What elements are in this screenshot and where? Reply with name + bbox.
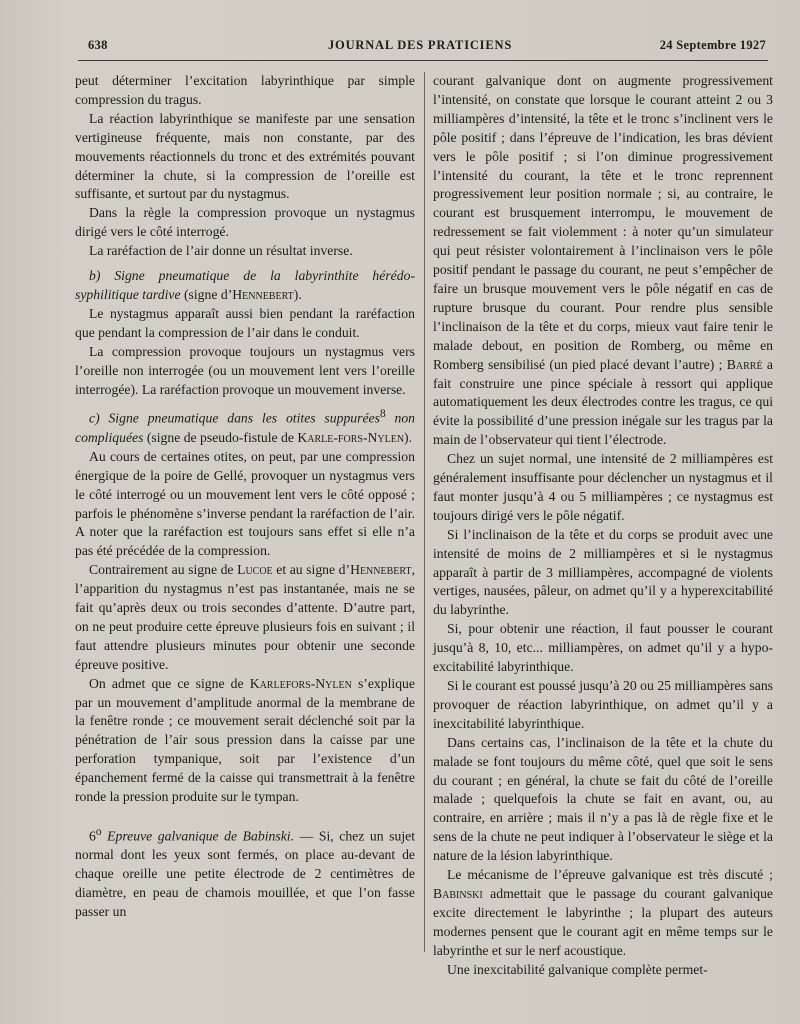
section-heading-c: c) Signe pneumatique dans les otites suppurées$^8$ non compliquées (signe de pseudo-fistule de Karle-fors-Nylen). bbox=[75, 408, 415, 445]
paragraph: On admet que ce signe de Karlefors-Nylen s’explique par un mouvement d’amplitude anormal de la membrane de la fenêtre ronde ; ce mouvement serait déclenché soit par la pénétration de l’air sous pression dans la caisse par une perforation tympanique, soit par l’existence d’un épanchement fermé de la caisse qui transmettrait à la fenêtre ronde la pression produite sur le tympan. bbox=[75, 675, 415, 805]
paragraph: Chez un sujet normal, une intensité de 2 milliampères est généralement insuffisante pour déclencher un nystagmus et il faut monter jusqu’à 4 ou 5 milliampères ; ce nystagmus est toujours dirigé vers le pôle négatif. bbox=[433, 451, 773, 523]
paragraph: Au cours de certaines otites, on peut, par une compression énergique de la poire de Gellé, provoquer un nystagmus vers le côté interrogé ou un mouvement lent vers le côté opposé ; parfois le phénomène s’inverse pendant la raréfaction de l’air. A noter que la raréfaction est toujours sans effet si elle n’a pas été précédée de la compression. bbox=[75, 448, 415, 559]
paragraph: Le nystagmus apparaît aussi bien pendant la raréfaction que pendant la compression de l’air dans le conduit. bbox=[75, 305, 415, 340]
paragraph: La réaction labyrinthique se manifeste par une sensation vertigineuse fréquente, mais non constante, par des mouvements réactionnels du tronc et des extrémités pouvant déterminer la chute, si la compression de l’oreille est suffisante, et surtout par du nystagmus. bbox=[75, 110, 415, 202]
running-header bbox=[88, 38, 766, 58]
footnote-marker: 8 bbox=[379, 408, 386, 421]
paragraph: Si le courant est poussé jusqu’à 20 ou 25 milliampères sans provoquer de réaction labyrinthique, on admet qu’il y a inexcitabilité labyrinthique. bbox=[433, 678, 773, 731]
author-name: Babinski bbox=[433, 885, 483, 901]
paragraph: La compression provoque toujours un nystagmus vers l’oreille non interrogée (ou un mouvement lent vers l’oreille interrogée). La raréfaction provoque un mouvement inverse. bbox=[75, 343, 415, 397]
left-column bbox=[75, 72, 415, 922]
paragraph: courant galvanique dont on augmente progressivement l’intensité, on constate que lorsque le courant atteint 2 ou 3 milliampères d’intensité, la tête et le tronc s’inclinent vers le pôle positif ; dans l’épreuve de l’indication, les bras dévient vers le pôle positif ; si l’on diminue progressivement l’intensité du courant, la tête et le tronc reprennent progressivement leur position normale ; si, au contraire, le courant est brusquement interrompu, le mouvement de redressement se fait violemment : à noter qu’un simulateur qui peut résister volontairement à l’inclinaison vers le pôle positif pendant le passage du courant, ne peut s’empêcher de faire un brusque mouvement vers le pôle négatif en cas de rupture brusque du courant. Pour rendre plus sensible l’inclinaison de la tête et du corps, mieux vaut faire tenir le malade debout, en position de Romberg, ou même en Romberg sensibilisé (un pied placé devant l’autre) ; Barré a fait construire une pince spéciale à ressort qui applique automatiquement les deux électrodes contre les tragus, ce qui évite la possibilité d’une pression inégale sur les tragus par la main de l’observateur qui tient l’électrode. bbox=[433, 73, 774, 448]
section-heading-b: b) Signe pneumatique de la labyrinthite hérédo-syphilitique tardive (signe d’Hennebert). bbox=[75, 268, 415, 302]
section-heading-6: 6$^o$ Epreuve galvanique de Babinski. — Si, chez un sujet normal dont les yeux sont fermés, on place au-devant de chaque oreille une petite électrode de 2 centimètres de diamètre, en peau de chamois mouillée, et que l’on fasse passer un bbox=[75, 826, 415, 920]
paragraph: Si, pour obtenir une réaction, il faut pousser le courant jusqu’à 8, 10, etc... milliampères, on admet qu’il y a hypo-excitabilité labyrinthique. bbox=[433, 621, 773, 675]
column-divider bbox=[424, 72, 425, 952]
section-title: Epreuve galvanique de Babinski. bbox=[107, 828, 294, 844]
author-name: Lucoe bbox=[237, 562, 273, 578]
paragraph: Contrairement au signe de Lucoe et au signe d’Hennebert, l’apparition du nystagmus n’est pas instantanée, mais ne se fait qu’après deux ou trois secondes d’attente. D’autre part, on ne peut produire cette épreuve plusieurs fois en suivant ; il faut attendre plusieurs minutes pour obtenir une seconde épreuve positive. bbox=[75, 562, 415, 672]
paragraph: Le mécanisme de l’épreuve galvanique est très discuté ; Babinski admettait que le passage du courant galvanique excite directement le labyrinthe ; la plupart des auteurs modernes pensent que le courant agit en même temps sur le labyrinthe et sur le nerf acoustique. bbox=[433, 867, 773, 958]
page-number: 638 bbox=[88, 38, 108, 52]
right-column bbox=[433, 72, 773, 980]
paragraph: Dans la règle la compression provoque un nystagmus dirigé vers le côté interrogé. bbox=[75, 205, 415, 240]
paragraph: Si l’inclinaison de la tête et du corps se produit avec une intensité de moins de 2 milliampères et si le nystagmus apparaît à partir de 3 milliampères, accompagné de violents vertiges, nausées, pâleur, on admet qu’il y a hyperexcitabilité du labyrinthe. bbox=[433, 526, 773, 618]
paragraph: Dans certains cas, l’inclinaison de la tête et la chute du malade se font toujours du même côté, quel que soit le sens du courant ; en général, la chute se fait du côté de l’oreille malade ; quelquefois la chute se fait en avant, ou, au contraire, en arrière ; mais il n’y a pas là de règle fixe et le sens de la chute ne peut indiquer à l’observateur le siège et la nature de la lésion labyrinthique. bbox=[433, 734, 773, 864]
author-name: Karlefors-Nylen bbox=[249, 675, 352, 691]
journal-title: JOURNAL DES PRATICIENS bbox=[328, 38, 513, 52]
author-name: Karle-fors-Nylen bbox=[297, 429, 405, 445]
section-title: c) Signe pneumatique dans les otites suppurées bbox=[89, 410, 380, 426]
header-rule bbox=[78, 60, 768, 61]
paragraph: peut déterminer l’excitation labyrinthique par simple compression du tragus. bbox=[75, 73, 415, 107]
paragraph: La raréfaction de l’air donne un résultat inverse. bbox=[89, 243, 353, 259]
section-title: b) Signe pneumatique de la labyrinthite hérédo-syphilitique tardive bbox=[75, 268, 415, 302]
paragraph: Une inexcitabilité galvanique complète permet- bbox=[447, 961, 708, 977]
issue-date: 24 Septembre 1927 bbox=[659, 38, 766, 52]
author-name: Barré bbox=[726, 356, 763, 372]
author-name: Hennebert bbox=[232, 286, 294, 302]
author-name: Hennebert bbox=[350, 562, 412, 578]
